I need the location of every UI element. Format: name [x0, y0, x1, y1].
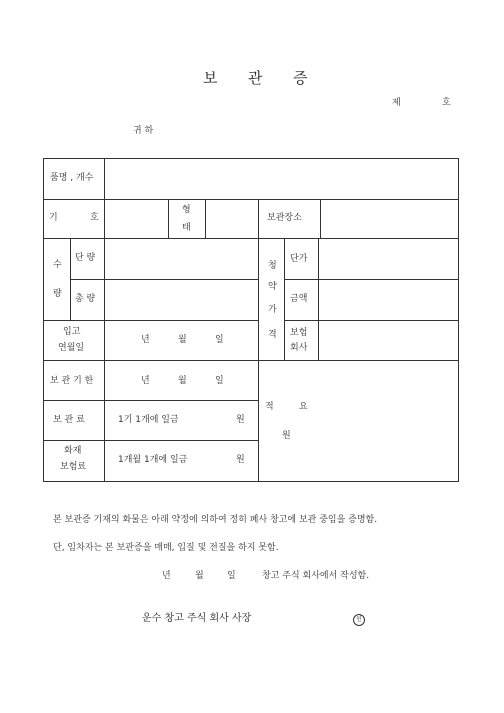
remarks-label-2: 요 — [299, 402, 308, 412]
total-quantity-label: 총 량 — [75, 294, 96, 304]
statement-line-1: 본 보관증 기재의 화물은 아래 약정에 의하여 정히 폐사 창고에 보관 중임을 증명함. — [53, 515, 378, 525]
statement-line-2: 단, 임차자는 본 보관증을 매매, 입질 및 전질을 하지 못함. — [53, 543, 279, 553]
title-char-2: 관 — [248, 69, 264, 87]
remarks-label-3: 원 — [282, 431, 291, 441]
unit-quantity-label: 단 량 — [75, 253, 96, 263]
entry-date-month: 월 — [178, 335, 187, 345]
storage-period-label: 보 관 기 한 — [50, 376, 94, 386]
statement-date-month: 월 — [195, 571, 204, 581]
fire-insurance-won: 원 — [236, 455, 245, 465]
form-label-2: 태 — [182, 223, 191, 233]
title-char-1: 보 — [203, 69, 219, 87]
storage-fee-won: 원 — [236, 415, 245, 425]
form-label-1: 형 — [182, 205, 191, 215]
entry-date-label-1: 입고 — [63, 327, 81, 337]
doc-number-prefix: 제 — [392, 98, 401, 108]
amount-label: 금액 — [290, 294, 308, 304]
quantity-label-2: 량 — [53, 289, 62, 299]
code-label-1: 기 — [49, 213, 58, 223]
storage-fee-value: 1기 1개에 일금 — [118, 415, 179, 425]
storage-place-label: 보관장소 — [267, 213, 302, 223]
statement-date-suffix: 창고 주식 회사에서 작성함. — [262, 571, 370, 581]
period-day: 일 — [215, 376, 224, 386]
statement-date-year: 년 — [162, 571, 171, 581]
fire-insurance-label-2: 보험료 — [60, 462, 87, 472]
entry-date-year: 년 — [141, 335, 150, 345]
storage-fee-label: 보 관 료 — [53, 415, 85, 425]
doc-number-suffix: 호 — [442, 98, 451, 108]
seal-mark: 인 — [353, 614, 365, 626]
contract-price-label-4: 격 — [268, 330, 277, 340]
fire-insurance-label-1: 화재 — [64, 446, 82, 456]
item-count-label: 품명 , 개수 — [50, 173, 94, 183]
code-label-2: 호 — [90, 213, 99, 223]
remarks-label-1: 적 — [265, 402, 274, 412]
signature-label: 운수 창고 주식 회사 사장 — [142, 613, 252, 624]
insurance-company-label-2: 회사 — [290, 343, 308, 353]
unit-price-label: 단가 — [290, 254, 308, 264]
fire-insurance-value: 1개월 1개에 일금 — [118, 455, 188, 465]
entry-date-label-2: 연월일 — [58, 343, 85, 353]
contract-price-label-3: 가 — [268, 305, 277, 315]
period-month: 월 — [178, 376, 187, 386]
statement-date-day: 일 — [227, 571, 236, 581]
period-year: 년 — [141, 376, 150, 386]
title-char-3: 증 — [293, 69, 309, 87]
quantity-label-1: 수 — [53, 260, 62, 270]
recipient-label: 귀 하 — [133, 126, 154, 136]
insurance-company-label-1: 보험 — [290, 328, 308, 338]
contract-price-label-2: 약 — [268, 282, 277, 292]
contract-price-label-1: 청 — [268, 261, 277, 271]
entry-date-day: 일 — [215, 335, 224, 345]
